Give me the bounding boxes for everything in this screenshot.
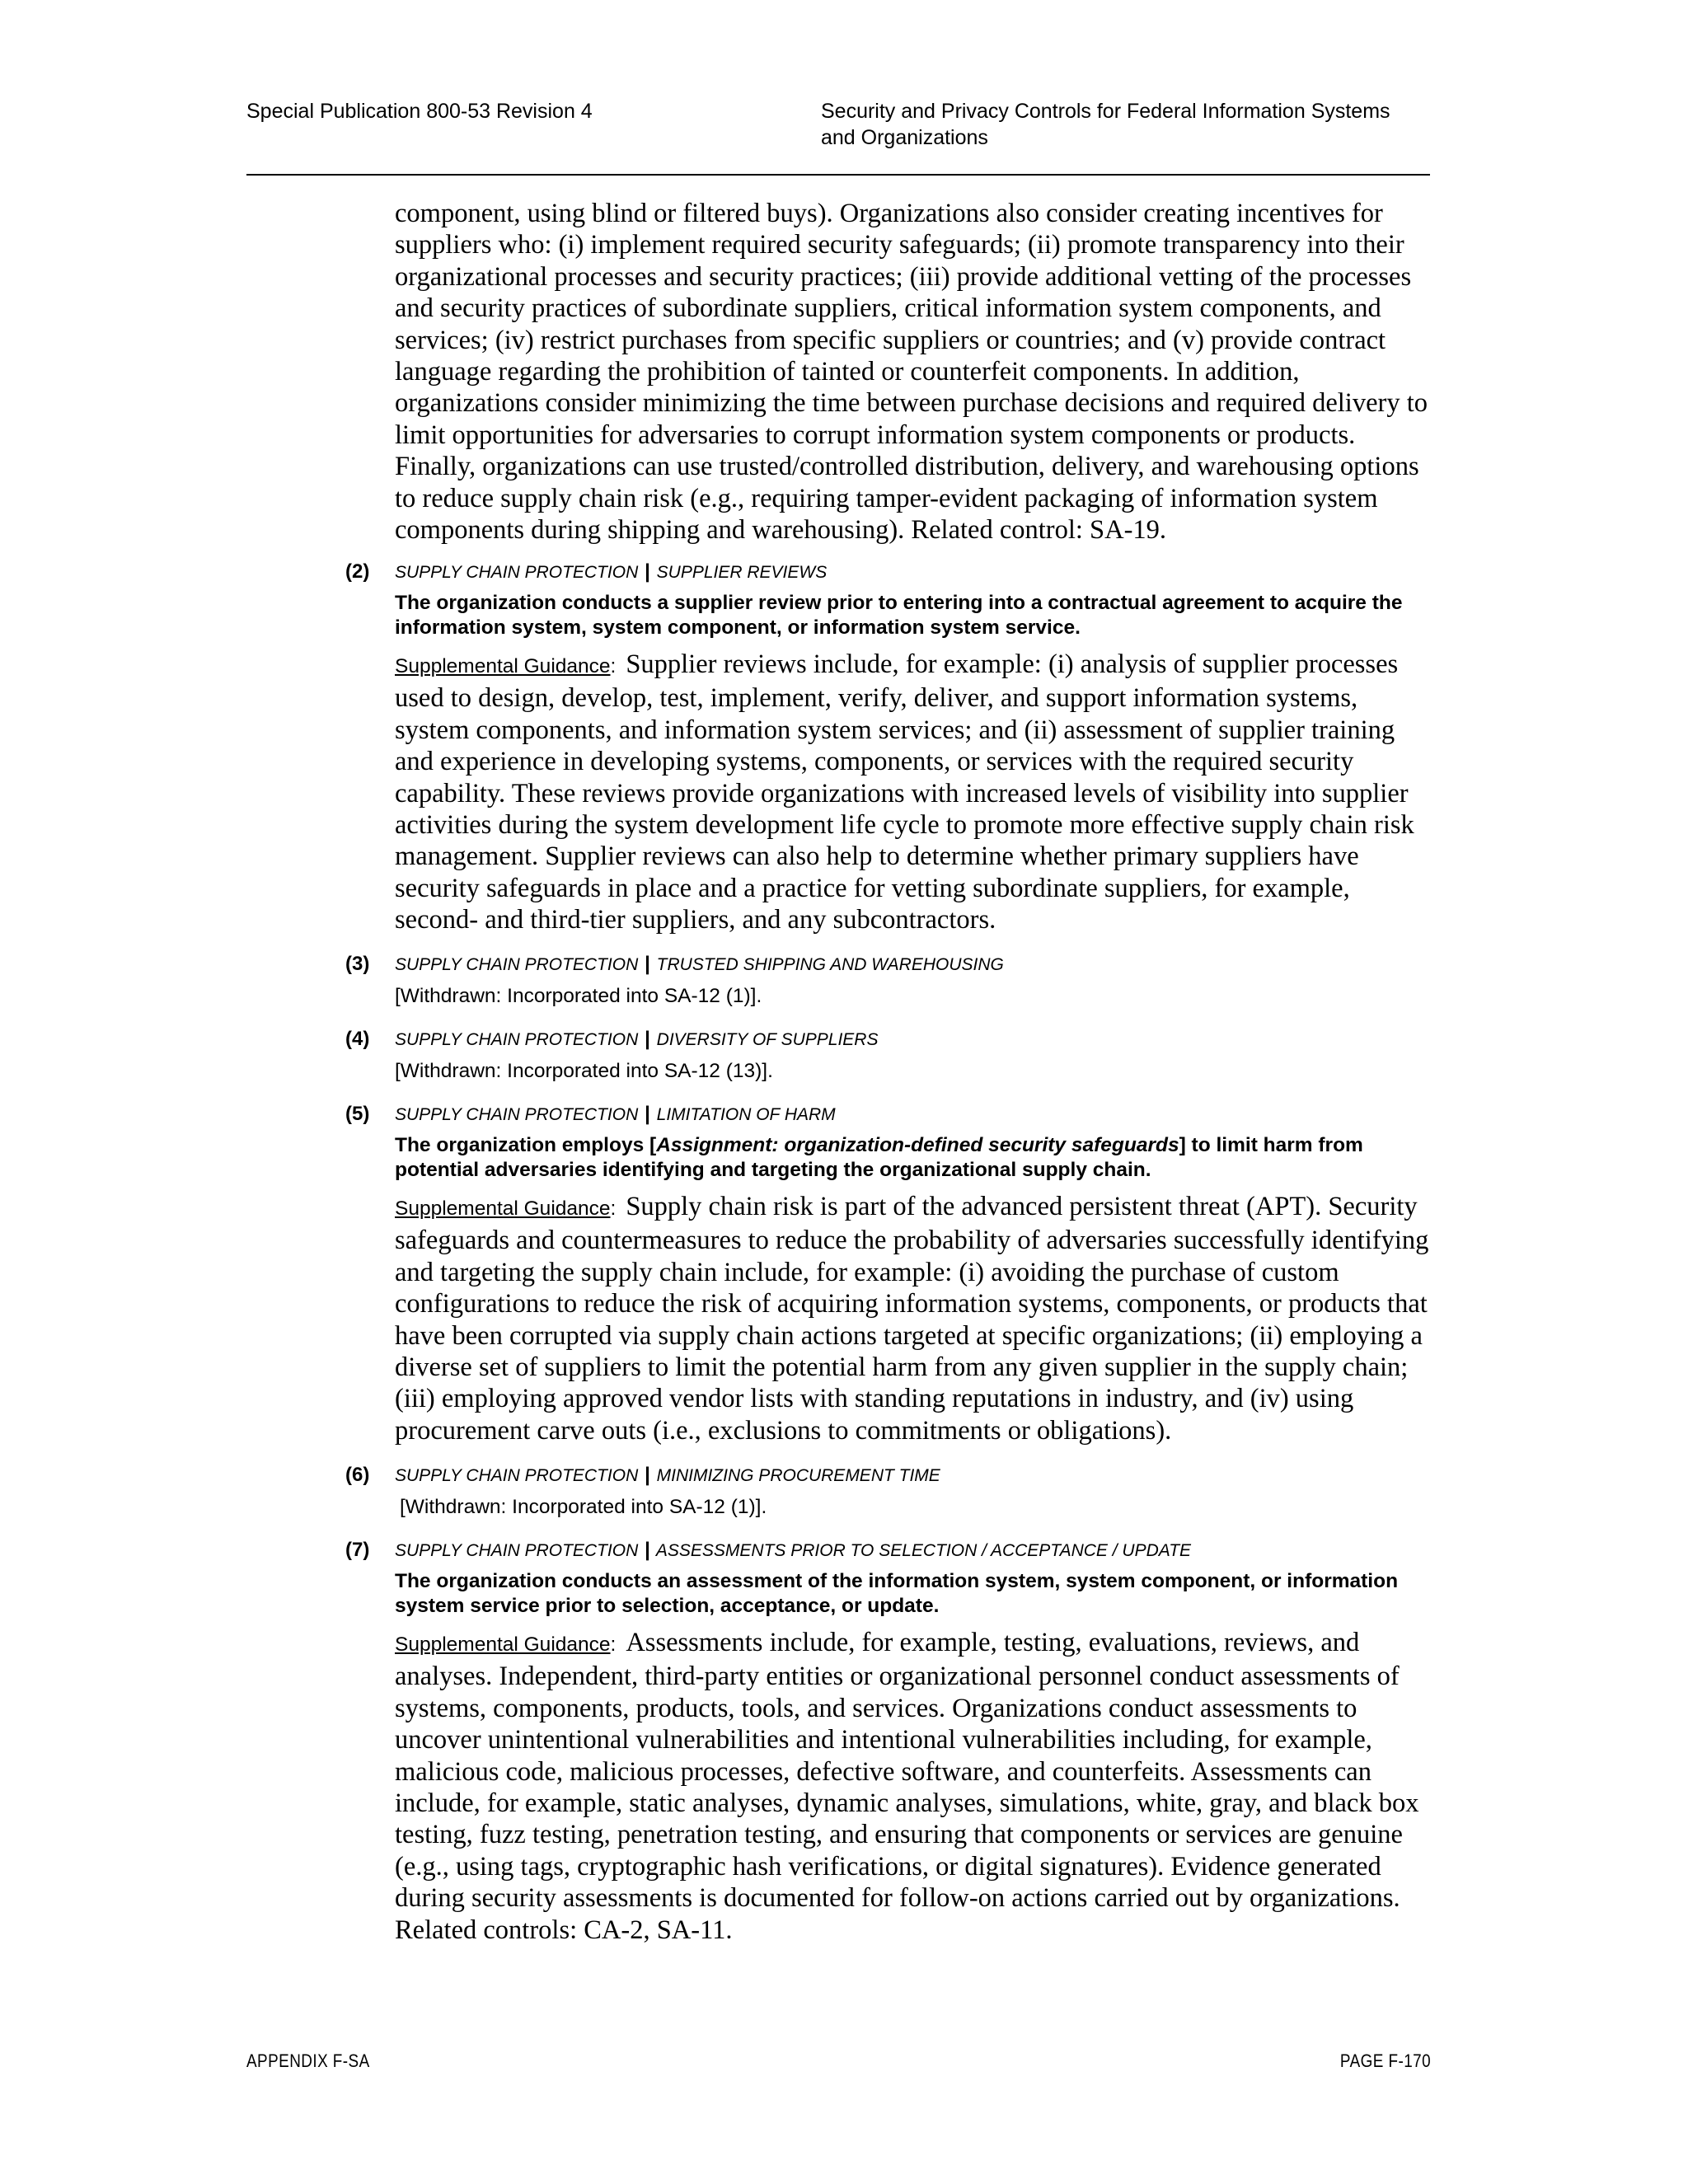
- enhancement-number: (4): [345, 1028, 370, 1050]
- title-separator: |: [645, 1103, 650, 1125]
- enhancement-number: (2): [345, 560, 370, 583]
- supplemental-guidance-label: Supplemental Guidance: [395, 655, 611, 677]
- enhancement-body: [395, 559, 1435, 936]
- supplemental-guidance-colon: :: [610, 655, 617, 677]
- enhancement-body: [395, 951, 1435, 1010]
- enhancement-title-main: SUPPLY CHAIN PROTECTION: [395, 1105, 639, 1124]
- header-document-title: [821, 98, 1447, 151]
- title-separator: |: [645, 1539, 650, 1561]
- supplemental-guidance-label: Supplemental Guidance: [395, 1197, 611, 1220]
- enhancement-title-main: SUPPLY CHAIN PROTECTION: [395, 955, 639, 974]
- enhancement-title: [395, 1101, 1435, 1128]
- supplemental-guidance-label: Supplemental Guidance: [395, 1633, 611, 1656]
- enhancement-number: (6): [345, 1464, 370, 1486]
- control-statement: [395, 1133, 1435, 1183]
- enhancement-body: [395, 1101, 1435, 1446]
- supplemental-guidance-text: Supply chain risk is part of the advanced persistent threat (APT). Security safeguards and countermeasures to reduce the probability of adversaries successfully identifying and targeting the supply chain include, for example: (i) avoiding the purchase of custom configurations to reduce the risk of acquiring information systems, components, or products that have been corrupted via supply chain actions targeted at specific organizations; (ii) employing a diverse set of suppliers to limit the potential harm from any given supplier in the supply chain; (iii) employing approved vendor lists with standing reputations in industry, and (iv) using procurement carve outs (i.e., exclusions to commitments or obligations).: [395, 1192, 1429, 1446]
- statement-prefix: The organization employs [: [395, 1134, 657, 1156]
- enhancement-number: (5): [345, 1103, 370, 1125]
- enhancement-title: [395, 951, 1435, 978]
- enhancement-title-main: SUPPLY CHAIN PROTECTION: [395, 1466, 639, 1485]
- footer-page-number: PAGE F-170: [1339, 2050, 1431, 2071]
- enhancement-title-sub: DIVERSITY OF SUPPLIERS: [656, 1030, 879, 1049]
- title-separator: |: [645, 1464, 650, 1486]
- title-separator: |: [645, 1028, 650, 1050]
- enhancement-body: [395, 1462, 1435, 1521]
- withdrawn-note: [Withdrawn: Incorporated into SA-12 (1)].: [400, 1496, 767, 1518]
- enhancement-title: [395, 559, 1435, 586]
- enhancement-title: [395, 1537, 1435, 1564]
- header-rule: [246, 174, 1430, 176]
- supplemental-guidance-text: Assessments include, for example, testing, evaluations, reviews, and analyses. Independent, third-party entities or organizational personnel conduct assessments of systems, components, products, tools, and services. Organizations conduct assessments to uncover unintentional vulnerabilities and intentional vulnerabilities including, for example, malicious code, malicious processes, defective software, and counterfeits. Assessments can include, for example, static analyses, dynamic analyses, simulations, white, gray, and black box testing, fuzz testing, penetration testing, and ensuring that components or services are genuine (e.g., using tags, cryptographic hash verifications, or digital signatures). Evidence generated during security assessments is documented for follow-on actions carried out by organizations. Related controls: CA-2, SA-11.: [395, 1628, 1419, 1945]
- continuation-paragraph: component, using blind or filtered buys). Organizations also consider creating incentives for suppliers who: (i) implement required security safeguards; (ii) promote transparency into their organizational processes and security practices; (iii) provide additional vetting of the processes and security practices of subordinate suppliers, critical information system components, and services; (iv) restrict purchases from specific suppliers or countries; and (v) provide contract language regarding the prohibition of tainted or counterfeit components. In addition, organizations consider minimizing the time between purchase decisions and required delivery to limit opportunities for adversaries to corrupt information system components or products. Finally, organizations can use trusted/controlled distribution, delivery, and warehousing options to reduce supply chain risk (e.g., requiring tamper-evident packaging of information system components during shipping and warehousing). Related control: SA-19.: [395, 199, 1428, 546]
- enhancement-title: [395, 1026, 1435, 1053]
- withdrawn-note: [Withdrawn: Incorporated into SA-12 (1)].: [395, 985, 762, 1007]
- enhancement-title-sub: MINIMIZING PROCUREMENT TIME: [656, 1466, 940, 1485]
- enhancement-title-main: SUPPLY CHAIN PROTECTION: [395, 1030, 639, 1049]
- enhancement-title-main: SUPPLY CHAIN PROTECTION: [395, 1541, 639, 1560]
- enhancement-title-sub: SUPPLIER REVIEWS: [656, 563, 828, 582]
- control-statement: The organization conducts an assessment of the information system, system component, or information system service prior to selection, acceptance, or update.: [395, 1570, 1399, 1617]
- supplemental-guidance: [395, 649, 1435, 936]
- enhancement-number: (3): [345, 953, 370, 975]
- supplemental-guidance-colon: :: [610, 1633, 617, 1656]
- title-separator: |: [645, 953, 650, 975]
- withdrawn-note: [Withdrawn: Incorporated into SA-12 (13)].: [395, 1060, 773, 1082]
- statement-suffix: ] to limit harm from potential adversaries identifying and targeting the organizational supply chain.: [395, 1134, 1363, 1181]
- enhancement-body: [395, 1537, 1435, 1946]
- header-document-title-line2: and Organizations: [821, 126, 988, 149]
- footer-appendix-label: APPENDIX F-SA: [246, 2050, 370, 2071]
- header-document-title-line1: Security and Privacy Controls for Federal Information Systems: [821, 100, 1390, 123]
- supplemental-guidance-text: Supplier reviews include, for example: (i) analysis of supplier processes used to design, develop, test, implement, verify, deliver, and support information systems, system components, and information system services; and (ii) assessment of supplier training and experience in developing systems, components, or services with the required security capability. These reviews provide organizations with increased levels of visibility into supplier activities during the system development life cycle to promote more effective supply chain risk management. Supplier reviews can also help to determine whether primary suppliers have security safeguards in place and a practice for vetting subordinate suppliers, for example, second- and third-tier suppliers, and any subcontractors.: [395, 649, 1414, 935]
- supplemental-guidance: [395, 1191, 1435, 1446]
- enhancement-number: (7): [345, 1539, 370, 1561]
- title-separator: |: [645, 560, 650, 583]
- supplemental-guidance: [395, 1627, 1435, 1946]
- supplemental-guidance-colon: :: [610, 1197, 617, 1220]
- statement-assignment: Assignment: organization-defined security safeguards: [656, 1134, 1179, 1156]
- enhancement-title-sub: LIMITATION OF HARM: [656, 1105, 836, 1124]
- enhancement-title-sub: TRUSTED SHIPPING AND WAREHOUSING: [656, 955, 1004, 974]
- enhancement-title-sub: ASSESSMENTS PRIOR TO SELECTION / ACCEPTANCE / UPDATE: [655, 1541, 1192, 1560]
- enhancement-body: [395, 1026, 1435, 1085]
- control-statement: The organization conducts a supplier review prior to entering into a contractual agreement to acquire the information system, system component, or information system service.: [395, 592, 1403, 639]
- enhancement-title-main: SUPPLY CHAIN PROTECTION: [395, 563, 639, 582]
- enhancement-title: [395, 1462, 1435, 1489]
- header-publication-title: Special Publication 800-53 Revision 4: [246, 100, 593, 123]
